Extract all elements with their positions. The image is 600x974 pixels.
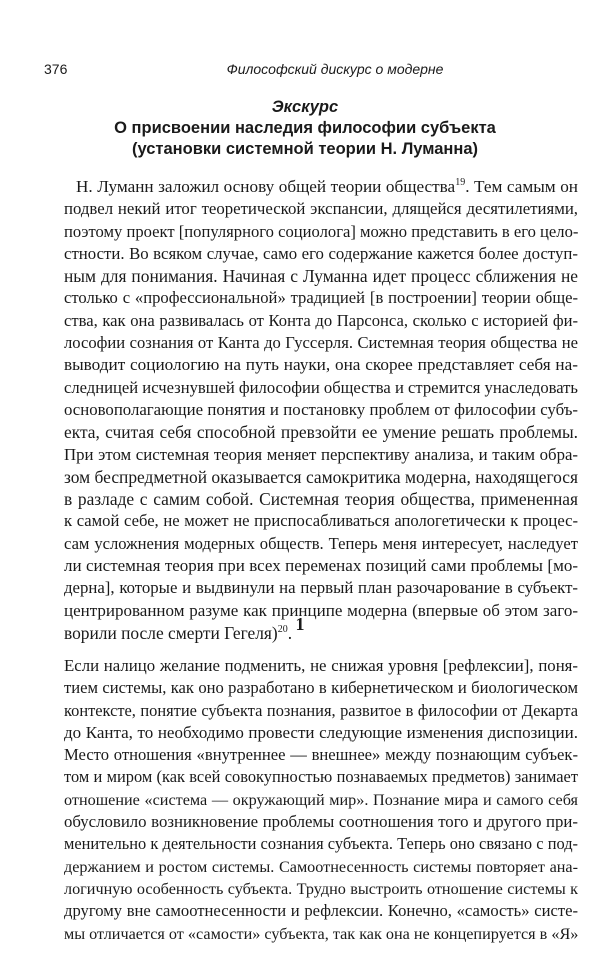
paragraph-line: к самой себе, не может не приспосабливаться апологетически к процес-: [64, 511, 578, 531]
paragraph-line: выводит социологию на путь науки, она скорее представляет себя на-: [64, 355, 578, 375]
paragraph-line: Если налицо желание подменить, не снижая уровня [рефлексии], поня-: [64, 656, 578, 675]
paragraph-line: зом беспредметной оказывается самокритика модерна, находящегося: [64, 466, 578, 487]
heading-kicker: Экскурс: [271, 98, 339, 116]
footnote-19: 19: [455, 177, 466, 188]
paragraph-line: отношение «система — окружающий мир». Познание мира и самого себя: [64, 790, 578, 809]
section-number: 1: [295, 614, 305, 634]
footnote-20: 20: [277, 623, 288, 635]
paragraph-line: менительно к деятельности сознания субъекта. Теперь оно связано с под-: [64, 834, 578, 854]
paragraph-line: обусловило возникновение проблемы соотношения того и другого при-: [64, 812, 578, 832]
paragraph-line: лософии сознания от Канта до Гуссерля. Системная теория общества не: [64, 333, 578, 353]
paragraph-1: [64, 176, 578, 644]
paragraph-line: центрированном разуме как принципе модерна (впервые об этом заго-: [64, 600, 578, 620]
paragraph-line: Место отношения «внутреннее — внешнее» между познающим субъек-: [64, 745, 578, 765]
paragraph-line: подвел некий итог теоретической экспансии, длящейся десятилетиями,: [64, 199, 578, 219]
paragraph-line: Н. Луманн заложил основу общей теории общества$^{19}$. Тем самым он: [76, 177, 578, 196]
page-number: 376: [44, 61, 68, 77]
paragraph-line: контексте, понятие субъекта познания, развитое в философии от Декарта: [64, 700, 578, 720]
paragraph-line: мы отличается от «самости» субъекта, так как она не концепируется в «Я»: [64, 924, 579, 943]
paragraph-line: логичную особенность субъекта. Трудно выстроить отношение системы к: [64, 879, 578, 898]
heading-title-line-1: О присвоении наследия философии субъекта: [114, 119, 496, 137]
paragraph-line: в разладе с самим собой. Системная теория общества, примененная: [64, 489, 578, 510]
excursus-heading: [40, 97, 570, 160]
paragraph-line: дерна], которые и выдвинули на первый план разочарование в субъект-: [64, 578, 578, 598]
paragraph-line: ства, как она развивалась от Конта до Парсонса, сколько с историей фи-: [64, 310, 578, 330]
paragraph-line: ным для понимания. Начиная с Луманна идет процесс сближения не: [64, 266, 578, 287]
paragraph-line: сам усложнения модерных обществ. Теперь меня интересует, наследует: [64, 533, 578, 553]
paragraph-line: другому вне самоотнесенности и рефлексии. Конечно, «самость» систе-: [64, 901, 578, 921]
paragraph-line: до Канта, то необходимо провести следующие изменения диспозиции.: [64, 722, 578, 742]
paragraph-line: стности. Во всяком случае, само его содержание кажется более доступ-: [64, 243, 578, 263]
paragraph-line: основополагающие понятия и постановку проблем от философии субъ-: [64, 399, 578, 419]
heading-title-line-2: (установки системной теории Н. Луманна): [131, 140, 479, 158]
paragraph-line: ли системная теория при всех переменах позиций сами проблемы [мо-: [64, 556, 578, 576]
paragraph-line: следницей исчезнувшей философии общества и стремится унаследовать: [64, 377, 578, 397]
paragraph-line: екта, считая себя способной превзойти ее умение решать проблемы.: [64, 422, 578, 443]
paragraph-line: ворили после смерти Гегеля)$^{20}$.: [64, 622, 293, 643]
running-title: Философский дискурс о модерне: [226, 61, 444, 77]
paragraph-line: тием системы, как оно разработано в кибернетическом и биологическом: [64, 678, 578, 698]
paragraph-line: При этом системная теория меняет перспективу анализа, и таким обра-: [64, 444, 578, 464]
paragraph-2: [64, 655, 578, 945]
paragraph-line: держанием и ростом системы. Самоотнесенность системы повторяет ана-: [64, 857, 578, 876]
paragraph-line: поэтому проект [популярного социолога] можно представить в его цело-: [64, 221, 579, 241]
paragraph-line: столько с «профессиональной» традицией [в построении] теории обще-: [64, 288, 578, 308]
paragraph-line: том и миром (как всей совокупностью познаваемых предметов) занимает: [64, 767, 578, 787]
running-head: [44, 61, 566, 81]
